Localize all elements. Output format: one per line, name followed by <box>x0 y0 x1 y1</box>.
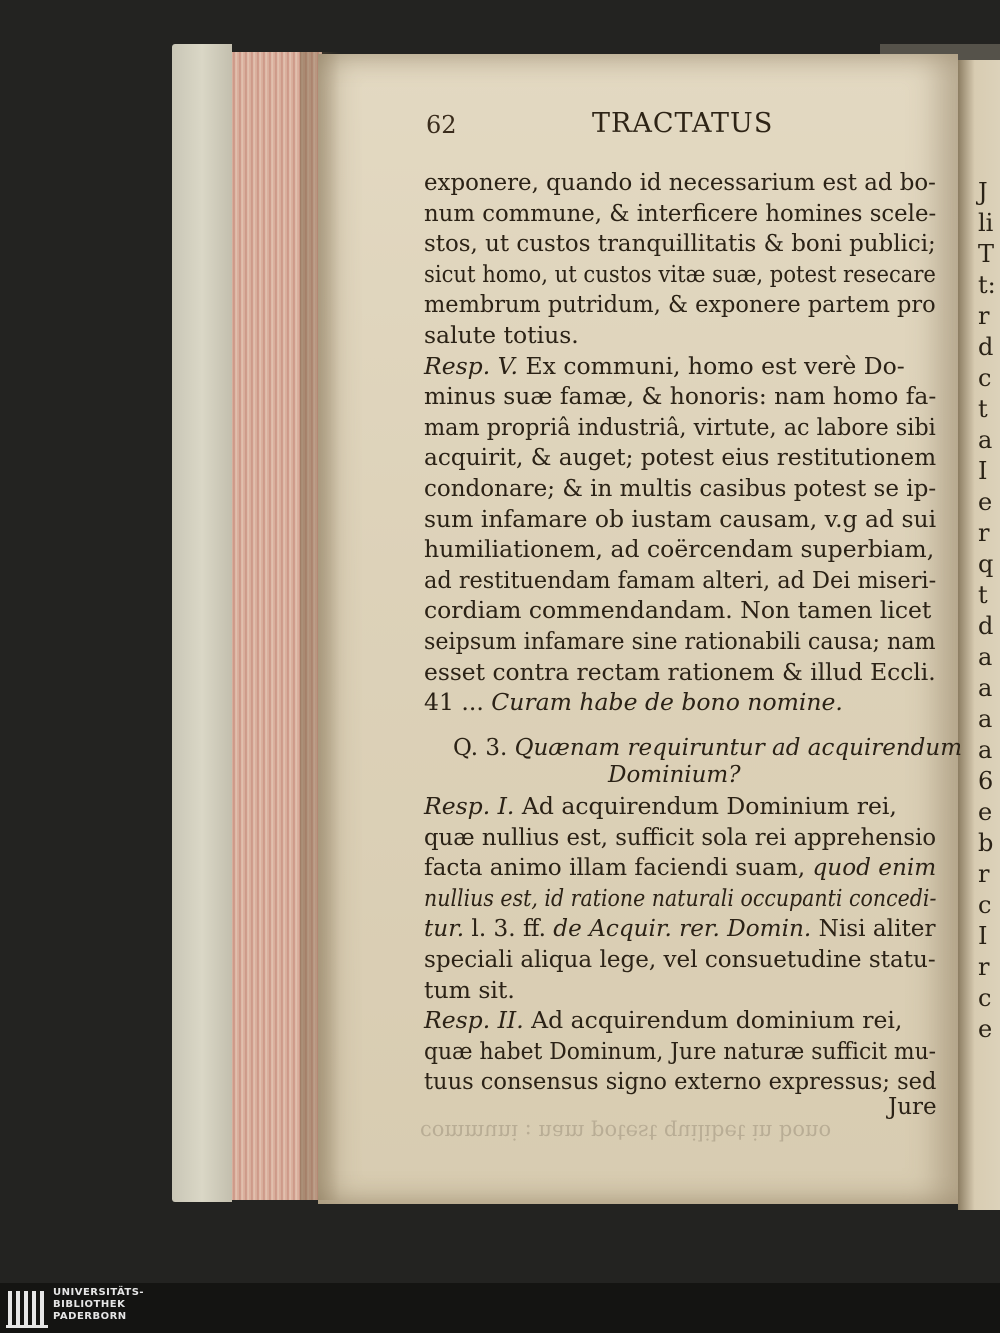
right-page-letter: I <box>978 922 988 950</box>
text-run: sum infamare ob iustam causam, v.g ad sui <box>424 504 937 533</box>
text-line <box>424 1006 902 1034</box>
question-text-line2: Dominium? <box>608 762 741 788</box>
right-page-letter: d <box>978 612 994 640</box>
right-page-letter: 6 <box>978 767 994 795</box>
text-run: de Acquir. rer. Domin. <box>553 914 812 943</box>
text-line <box>424 321 579 349</box>
right-page-letter: b <box>978 829 994 857</box>
text-line <box>424 382 936 410</box>
text-line <box>424 1067 936 1095</box>
text-run: Resp. I. <box>424 792 515 820</box>
text-line <box>424 474 936 502</box>
text-line <box>424 658 936 686</box>
running-head: TRACTATUS <box>592 108 774 139</box>
right-page-letter: t: <box>978 271 996 299</box>
right-page-letter: e <box>978 798 993 826</box>
text-run: minus suæ famæ, & honoris: nam homo fa- <box>424 382 937 411</box>
text-line <box>424 229 936 257</box>
right-page-letter: T <box>978 240 995 268</box>
text-run: mam propriâ industriâ, virtute, ac labore sibi <box>424 412 936 441</box>
text-run: quod enim <box>812 853 937 882</box>
text-line <box>424 413 936 441</box>
text-run: Ad acquirendum Dominium rei, <box>514 792 897 820</box>
logo-line-2: BIBLIOTHEK <box>53 1299 126 1310</box>
text-line <box>424 535 934 563</box>
right-page-letter: q <box>978 550 994 578</box>
text-line <box>424 884 936 912</box>
text-run: acquirit, & auget; potest eius restitutionem <box>424 443 937 472</box>
text-run: quæ habet Dominum, Jure naturæ sufficit mu- <box>424 1036 937 1065</box>
text-line <box>424 199 936 227</box>
text-run: membrum putridum, & exponere partem pro <box>424 290 936 319</box>
text-line <box>424 260 936 288</box>
right-page-letter: d <box>978 333 994 361</box>
text-run: Curam habe de bono nomine. <box>491 688 843 717</box>
right-page-letter: c <box>978 364 992 392</box>
right-page-letter: c <box>978 984 992 1012</box>
right-page-letter: a <box>978 674 993 702</box>
text-line <box>424 352 905 380</box>
text-run: num commune, & interficere homines scele- <box>424 198 937 227</box>
page-number: 62 <box>426 111 457 139</box>
text-run: Ad acquirendum dominium rei, <box>523 1006 903 1035</box>
right-page-letter: a <box>978 426 993 454</box>
right-page-letter: a <box>978 643 993 671</box>
text-line <box>424 945 936 973</box>
text-line <box>424 688 843 716</box>
text-run: speciali aliqua lege, vel consuetudine statu- <box>424 945 936 973</box>
text-run: nullius est, id ratione naturali occupanti concedi- <box>424 883 937 912</box>
logo-line-1: UNIVERSITÄTS- <box>53 1287 145 1298</box>
question-label: Q. 3. <box>453 735 508 761</box>
right-page-letter: e <box>978 1015 993 1043</box>
text-run: tum sit. <box>424 975 515 1004</box>
text-line <box>424 168 936 196</box>
text-run: condonare; & in multis casibus potest se ip- <box>424 474 937 502</box>
text-run: quæ nullius est, sufficit sola rei apprehensio <box>424 822 937 851</box>
text-run: Resp. V. <box>424 351 518 380</box>
right-page-letter: t <box>978 395 988 423</box>
text-line <box>424 290 936 318</box>
text-run: facta animo illam faciendi suam, <box>424 853 813 882</box>
right-page-letter: r <box>978 953 990 981</box>
right-page-letter: a <box>978 705 993 733</box>
text-line <box>424 853 936 881</box>
text-run: tuus consensus signo externo expressus; sed <box>424 1067 937 1096</box>
right-page-letter: a <box>978 736 993 764</box>
text-line <box>424 976 515 1004</box>
text-line <box>424 596 931 624</box>
text-run: tur. <box>424 914 465 943</box>
text-line <box>424 823 936 851</box>
text-line <box>424 1037 936 1065</box>
right-page-letter: t <box>978 581 988 609</box>
text-run: exponere, quando id necessarium est ad bo- <box>424 168 936 196</box>
text-run: cordiam commendandam. Non tamen licet <box>424 596 932 625</box>
text-run: Ex communi, homo est verè Do- <box>517 351 905 380</box>
logo-line-3: PADERBORN <box>53 1311 127 1322</box>
text-run: esset contra rectam rationem & illud Eccli. <box>424 657 936 686</box>
text-line <box>424 505 936 533</box>
text-run: ad restituendam famam alteri, ad Dei miseri- <box>424 565 937 594</box>
library-footer <box>0 1283 1000 1333</box>
text-run: 41 ... <box>424 688 492 717</box>
question-text-line1: Quænam requiruntur ad acquirendum <box>514 735 963 761</box>
right-page-letter: J <box>978 178 988 206</box>
right-page-letter: c <box>978 891 992 919</box>
right-page-letter: r <box>978 302 990 330</box>
book-cover-edge <box>172 44 232 1202</box>
text-run: Resp. II. <box>424 1006 524 1035</box>
right-page-fragment <box>958 60 1000 1210</box>
text-line <box>424 914 936 942</box>
catchword: Jure <box>888 1094 937 1120</box>
text-line <box>424 566 936 594</box>
right-page-letter: r <box>978 519 990 547</box>
text-run: l. 3. ff. <box>464 914 554 943</box>
bleed-through-text: communi : nam potest quilibet in bono <box>420 1120 832 1144</box>
text-line <box>424 627 936 655</box>
right-page-letter: li <box>978 209 994 237</box>
text-run: salute totius. <box>424 321 579 349</box>
gutter-shadow <box>300 52 340 1200</box>
right-page-letter: r <box>978 860 990 888</box>
text-run: sicut homo, ut custos vitæ suæ, potest resecare <box>424 259 936 288</box>
right-page-letter: I <box>978 457 988 485</box>
question-heading <box>453 735 962 761</box>
library-logo-icon <box>6 1287 48 1329</box>
text-run: stos, ut custos tranquillitatis & boni publici; <box>424 229 936 258</box>
text-line <box>424 792 897 820</box>
text-run: humiliationem, ad coërcendam superbiam, <box>424 535 935 564</box>
text-line <box>424 443 936 471</box>
text-run: Nisi aliter <box>811 914 936 943</box>
text-run: seipsum infamare sine rationabili causa; nam <box>424 627 936 655</box>
right-page-letter: e <box>978 488 993 516</box>
